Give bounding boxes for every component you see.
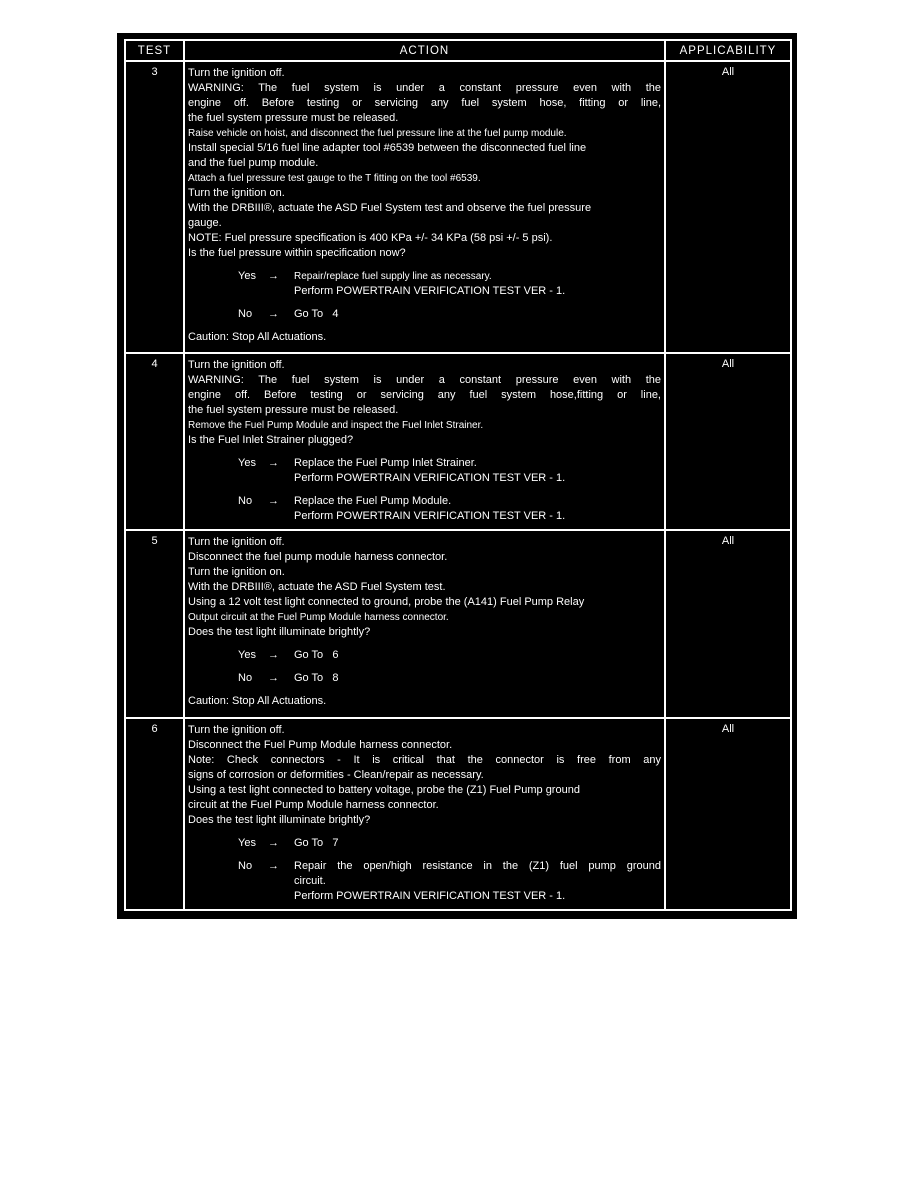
arrow-icon: → (268, 495, 279, 507)
test-number: 6 (125, 718, 184, 910)
action-line: Install special 5/16 fuel line adapter tool #6539 between the disconnected fuel line (188, 142, 587, 154)
arrow-icon: → (268, 672, 279, 684)
warning-line: the fuel system pressure must be released. (188, 112, 399, 124)
result-no (188, 671, 661, 686)
action-line: With the DRBIII®, actuate the ASD Fuel System test and observe the fuel pressure (188, 202, 592, 214)
header-action: ACTION (184, 40, 665, 61)
action-line: Disconnect the Fuel Pump Module harness connector. (188, 739, 453, 751)
result-text: Replace the Fuel Pump Inlet Strainer. (294, 457, 477, 469)
answer-label: Yes (238, 270, 256, 282)
header-test: TEST (125, 40, 184, 61)
action-line: Output circuit at the Fuel Pump Module harness connector. (188, 612, 449, 623)
test-number: 3 (125, 61, 184, 353)
applicability-value: All (665, 353, 791, 530)
result-text: Go To 6 (294, 649, 339, 661)
result-text: Go To 7 (294, 837, 339, 849)
action-line: gauge. (188, 217, 222, 229)
question-line: Does the test light illuminate brightly? (188, 814, 371, 826)
result-no (188, 859, 661, 904)
note-line: NOTE: Fuel pressure specification is 400 KPa +/- 34 KPa (58 psi +/- 5 psi). (188, 232, 553, 244)
table-row (125, 353, 791, 530)
answer-label: No (238, 860, 253, 872)
answer-label: No (238, 308, 253, 320)
table-header-row (125, 40, 791, 61)
action-line: Attach a fuel pressure test gauge to the T fitting on the tool #6539. (188, 173, 481, 184)
applicability-value: All (665, 530, 791, 718)
test-number: 5 (125, 530, 184, 718)
applicability-value: All (665, 61, 791, 353)
arrow-icon: → (268, 649, 279, 661)
action-line: Raise vehicle on hoist, and disconnect the fuel pressure line at the fuel pump module. (188, 128, 567, 139)
action-line: Turn the ignition off. (188, 67, 285, 79)
action-line: Turn the ignition off. (188, 724, 285, 736)
result-text: Go To 8 (294, 672, 339, 684)
warning-line: engine off. Before testing or servicing any fuel system hose, fitting or line, (188, 97, 661, 109)
action-line: circuit at the Fuel Pump Module harness connector. (188, 799, 439, 811)
arrow-icon: → (268, 308, 279, 320)
caution-text: Caution: Stop All Actuations. (188, 331, 327, 343)
result-yes (188, 648, 661, 663)
action-line: Remove the Fuel Pump Module and inspect the Fuel Inlet Strainer. (188, 420, 484, 431)
arrow-icon: → (268, 837, 279, 849)
note-line: signs of corrosion or deformities - Clean/repair as necessary. (188, 769, 484, 781)
result-text: Perform POWERTRAIN VERIFICATION TEST VER - 1. (294, 472, 566, 484)
action-line: Turn the ignition on. (188, 187, 285, 199)
action-line: Using a 12 volt test light connected to ground, probe the (A141) Fuel Pump Relay (188, 596, 585, 608)
arrow-icon: → (268, 860, 279, 872)
warning-line: engine off. Before testing or servicing any fuel system hose,fitting or line, (188, 389, 661, 401)
action-line: Turn the ignition on. (188, 566, 285, 578)
action-cell (184, 530, 665, 718)
action-line: Turn the ignition off. (188, 536, 285, 548)
action-cell (184, 61, 665, 353)
result-no (188, 307, 661, 322)
answer-label: Yes (238, 457, 256, 469)
answer-label: Yes (238, 649, 256, 661)
applicability-value: All (665, 718, 791, 910)
action-cell (184, 718, 665, 910)
result-text: Replace the Fuel Pump Module. (294, 495, 452, 507)
result-text: circuit. (294, 875, 326, 887)
test-number: 4 (125, 353, 184, 530)
question-line: Is the Fuel Inlet Strainer plugged? (188, 434, 354, 446)
arrow-icon: → (268, 270, 279, 282)
result-text: Perform POWERTRAIN VERIFICATION TEST VER - 1. (294, 890, 566, 902)
table-row (125, 61, 791, 353)
action-cell (184, 353, 665, 530)
arrow-icon: → (268, 457, 279, 469)
warning-line: WARNING: The fuel system is under a constant pressure even with the (188, 82, 661, 94)
result-yes (188, 269, 661, 299)
answer-label: No (238, 672, 253, 684)
action-line: Turn the ignition off. (188, 359, 285, 371)
table-row (125, 718, 791, 910)
header-applicability: APPLICABILITY (665, 40, 791, 61)
result-text: Go To 4 (294, 308, 339, 320)
table-row (125, 530, 791, 718)
result-no (188, 494, 661, 524)
result-yes (188, 836, 661, 851)
question-line: Does the test light illuminate brightly? (188, 626, 371, 638)
answer-label: No (238, 495, 253, 507)
action-line: Disconnect the fuel pump module harness connector. (188, 551, 448, 563)
result-yes (188, 456, 661, 486)
result-text: Perform POWERTRAIN VERIFICATION TEST VER - 1. (294, 285, 566, 297)
question-line: Is the fuel pressure within specification now? (188, 247, 406, 259)
warning-line: the fuel system pressure must be released. (188, 404, 399, 416)
diagnostic-table (124, 39, 792, 911)
answer-label: Yes (238, 837, 256, 849)
action-line: and the fuel pump module. (188, 157, 319, 169)
result-text: Repair the open/high resistance in the (Z1) fuel pump ground (294, 860, 661, 872)
warning-line: WARNING: The fuel system is under a constant pressure even with the (188, 374, 661, 386)
action-line: With the DRBIII®, actuate the ASD Fuel System test. (188, 581, 446, 593)
result-text: Repair/replace fuel supply line as necessary. (294, 271, 492, 282)
result-text: Perform POWERTRAIN VERIFICATION TEST VER - 1. (294, 510, 566, 522)
action-line: Using a test light connected to battery voltage, probe the (Z1) Fuel Pump ground (188, 784, 580, 796)
diagnostic-table-frame (117, 33, 797, 919)
caution-text: Caution: Stop All Actuations. (188, 695, 327, 707)
note-line: Note: Check connectors - It is critical that the connector is free from any (188, 754, 661, 766)
